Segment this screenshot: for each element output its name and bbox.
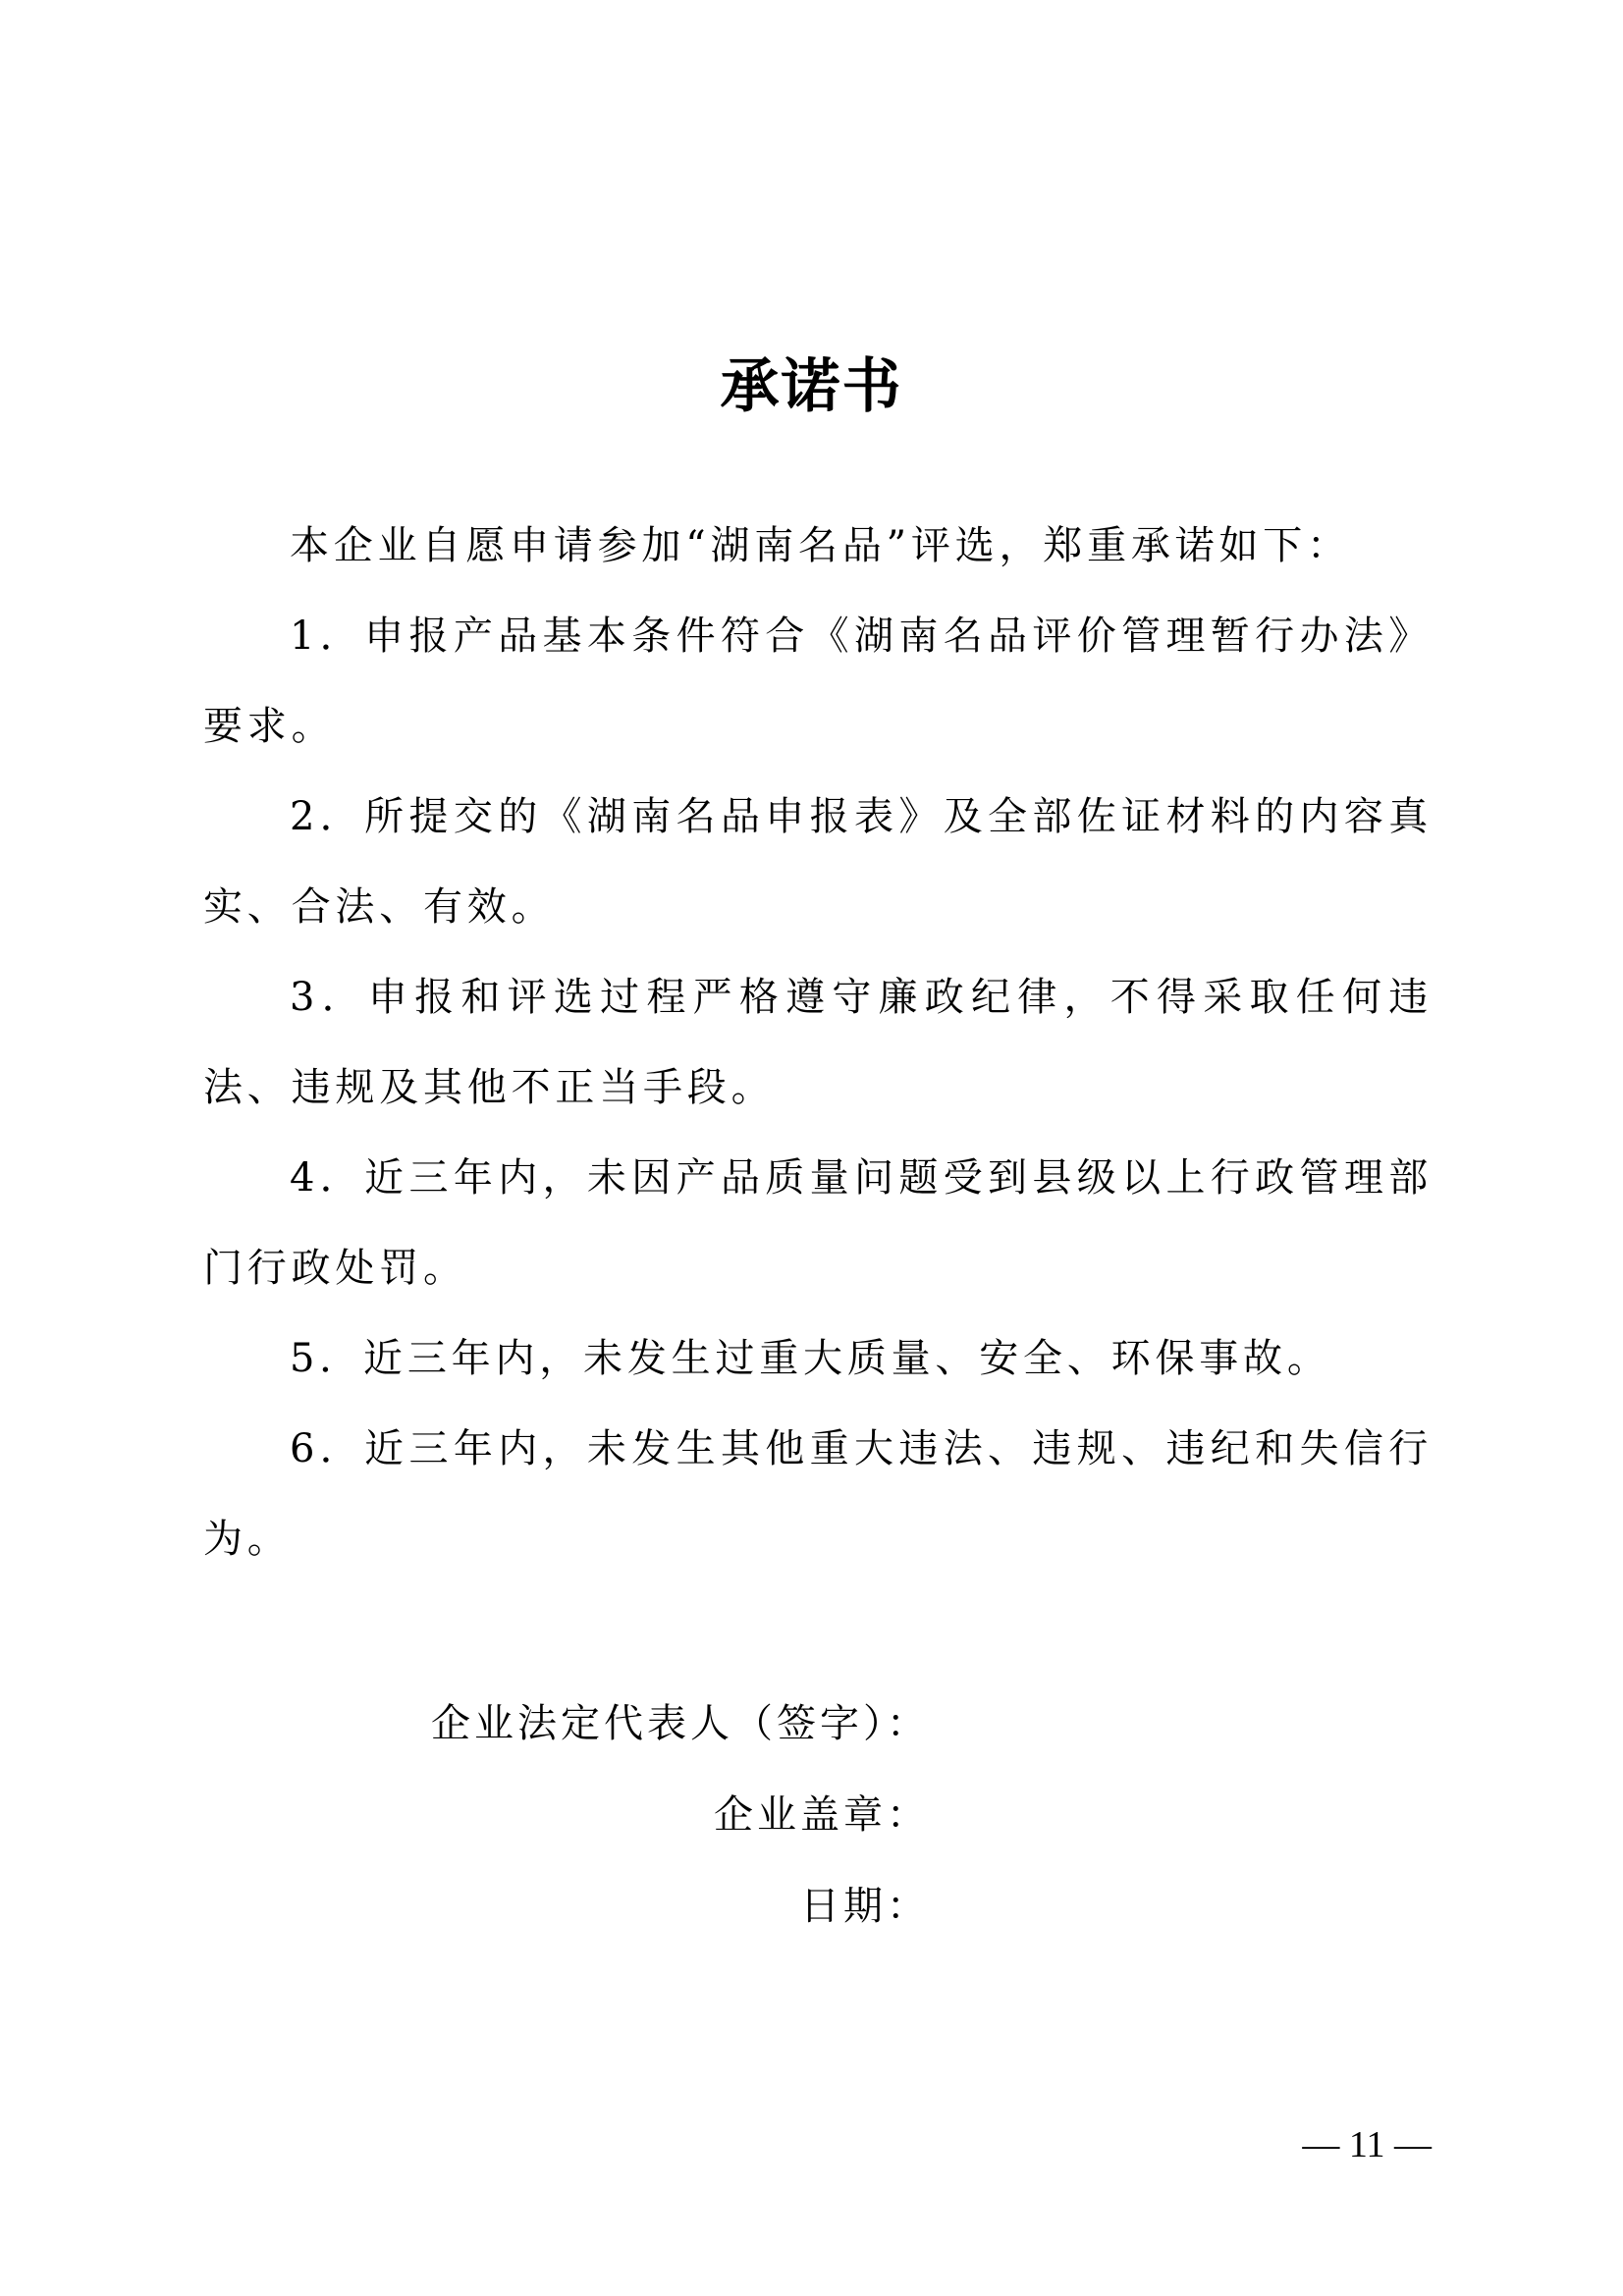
date-label: 日期： xyxy=(800,1884,930,1929)
commitment-body xyxy=(203,501,1433,1584)
legal-representative-signature-label: 企业法定代表人（签字）： xyxy=(431,1701,930,1746)
signature-block xyxy=(203,1679,930,1952)
commitment-item-5: 5．近三年内，未发生过重大质量、安全、环保事故。 xyxy=(290,1336,1331,1381)
commitment-item-3: 3．申报和评选过程严格遵守廉政纪律，不得采取任何违法、违规及其他不正当手段。 xyxy=(203,975,1433,1110)
commitment-item-6: 6．近三年内，未发生其他重大违法、违规、违纪和失信行为。 xyxy=(203,1426,1433,1562)
document-title: 承诺书 xyxy=(720,352,903,421)
page-number: — 11 — xyxy=(1302,2124,1432,2165)
intro-paragraph: 本企业自愿申请参加“湖南名品”评选，郑重承诺如下： xyxy=(290,523,1351,568)
company-seal-label: 企业盖章： xyxy=(714,1792,930,1838)
commitment-item-4: 4．近三年内，未因产品质量问题受到县级以上行政管理部门行政处罚。 xyxy=(203,1155,1433,1291)
commitment-item-2: 2．所提交的《湖南名品申报表》及全部佐证材料的内容真实、合法、有效。 xyxy=(203,794,1433,930)
commitment-item-1: 1．申报产品基本条件符合《湖南名品评价管理暂行办法》要求。 xyxy=(203,614,1433,749)
